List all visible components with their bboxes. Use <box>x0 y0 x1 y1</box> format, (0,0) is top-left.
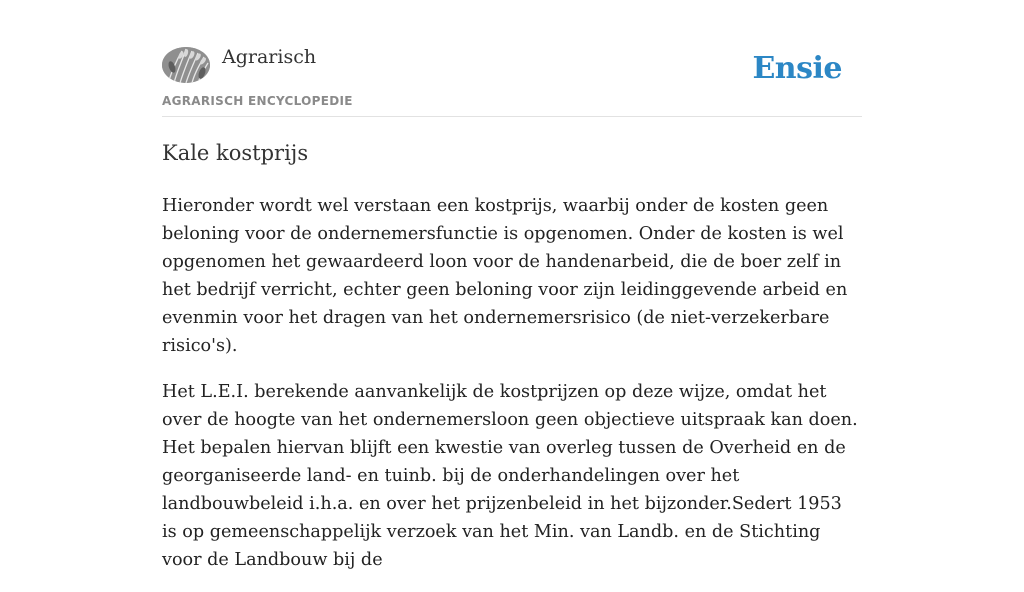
article-title: Kale kostprijs <box>162 141 309 165</box>
page-container <box>162 0 862 570</box>
publication-logo-icon[interactable] <box>162 47 210 83</box>
publication-header <box>162 0 862 117</box>
ensie-brand-logo[interactable]: Ensie <box>752 51 842 86</box>
article-paragraph: Hieronder wordt wel verstaan een kostprijs, waarbij onder de kosten geen beloning voor de ondernemersfunctie is opgenomen. Onder de kosten is wel opgenomen het gewaardeerd loon voor de handenarbeid, die de boer zelf in het bedrijf verricht, echter geen beloning voor zijn leidinggevende arbeid en evenmin voor het dragen van het ondernemersrisico (de niet-verzekerbare risico's). <box>162 196 848 356</box>
publication-subtitle: AGRARISCH ENCYCLOPEDIE <box>162 94 353 108</box>
publication-name[interactable]: Agrarisch <box>222 46 317 68</box>
article-body <box>162 192 862 592</box>
article-paragraph: Het L.E.I. berekende aanvankelijk de kostprijzen op deze wijze, omdat het over de hoogte van het ondernemersloon geen objectieve uitspraak kan doen. Het bepalen hiervan blijft een kwestie van overleg tussen de Overheid en de georganiseerde land- en tuinb. bij de onderhandelingen over het landbouwbeleid i.h.a. en over het prijzenbeleid in het bijzonder.Sedert 1953 is op gemeenschappelijk verzoek van het Min. van Landb. en de Stichting voor de Landbouw bij de <box>162 382 858 570</box>
